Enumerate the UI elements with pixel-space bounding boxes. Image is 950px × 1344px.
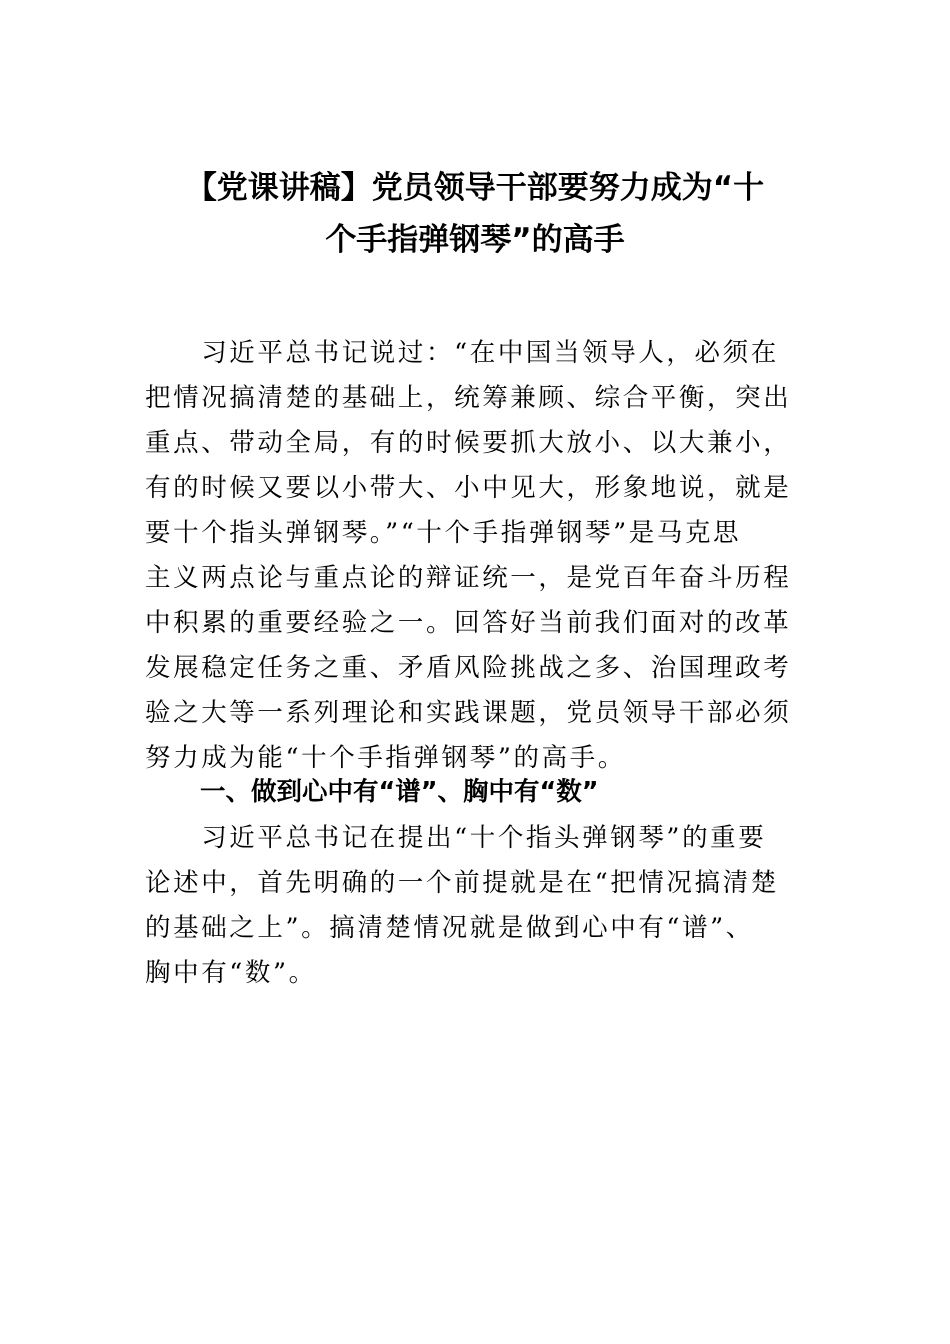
document-title: [140, 162, 810, 266]
paragraph-line: 主义两点论与重点论的辩证统一，是党百年奋斗历程: [145, 563, 792, 593]
title-line: 个手指弹钢琴”的高手: [325, 222, 625, 258]
title-line: 【党课讲稿】党员领导干部要努力成为“十: [185, 170, 765, 206]
paragraph-line: 习近平总书记说过：“在中国当领导人，必须在: [145, 338, 779, 368]
paragraph-intro: [145, 331, 810, 781]
paragraph-line: 把情况搞清楚的基础上，统筹兼顾、综合平衡，突出: [145, 383, 792, 413]
paragraph-line: 努力成为能“十个手指弹钢琴”的高手。: [145, 743, 626, 773]
paragraph-line: 的基础之上”。搞清楚情况就是做到心中有“谱”、: [145, 913, 754, 943]
paragraph-line: 验之大等一系列理论和实践课题，党员领导干部必须: [145, 698, 792, 728]
paragraph-line: 习近平总书记在提出“十个指头弹钢琴”的重要: [145, 823, 767, 853]
paragraph-line: 中积累的重要经验之一。回答好当前我们面对的改革: [145, 608, 792, 638]
paragraph-line: 有的时候又要以小带大、小中见大，形象地说，就是: [145, 473, 792, 503]
paragraph-line: 重点、带动全局，有的时候要抓大放小、以大兼小，: [145, 428, 792, 458]
paragraph-section1: [145, 816, 810, 996]
section-heading: 一、做到心中有“谱”、胸中有“数”: [200, 777, 599, 807]
paragraph-line: 要十个指头弹钢琴。”“十个手指弹钢琴”是马克思: [145, 518, 742, 548]
paragraph-line: 发展稳定任务之重、矛盾风险挑战之多、治国理政考: [145, 653, 792, 683]
paragraph-line: 论述中，首先明确的一个前提就是在“把情况搞清楚: [145, 868, 779, 898]
paragraph-line: 胸中有“数”。: [145, 958, 317, 988]
